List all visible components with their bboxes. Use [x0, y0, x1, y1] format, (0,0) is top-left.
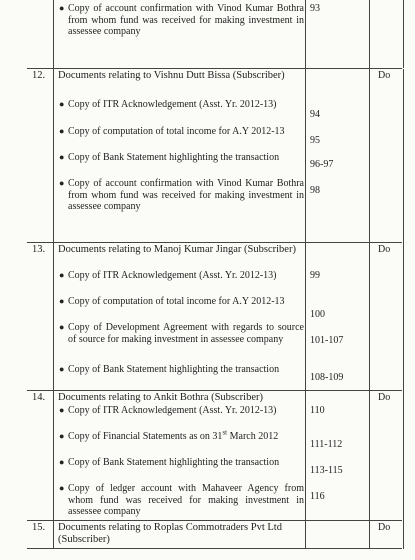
remark-text: Do [378, 392, 391, 403]
sn-cell [27, 0, 53, 68]
list-item: ● Copy of computation of total income for A.Y 2012-13 [59, 296, 285, 307]
page-cell [305, 243, 370, 391]
list-item: ● Copy of account confirmation with Vinod Kumar Bothra from whom fund was received for making investment in assessee company [59, 3, 304, 37]
row-heading: Documents relating to Manoj Kumar Jingar (Subscriber) [58, 244, 296, 255]
table-bottom-border [27, 548, 402, 549]
table-row [27, 520, 402, 549]
page-cell [305, 0, 370, 68]
bullet-icon: ● [59, 99, 65, 109]
remark-text: Do [378, 244, 391, 255]
list-item: ● Copy of Financial Statements as on 31st March 2012 [59, 428, 279, 442]
page-cell [305, 69, 370, 243]
row-heading: Documents relating to Vishnu Dutt Bissa (Subscriber) [58, 70, 285, 81]
bullet-icon: ● [59, 405, 65, 415]
serial-number: 15. [32, 522, 46, 533]
table-row [27, 0, 402, 68]
table-row [27, 242, 402, 391]
page-number: 98 [310, 185, 320, 196]
bullet-icon: ● [59, 126, 65, 136]
page-cell [305, 391, 370, 521]
bullet-icon: ● [59, 364, 65, 374]
serial-number: 14. [32, 392, 46, 403]
bullet-icon: ● [59, 483, 65, 493]
remark-cell [369, 391, 404, 521]
row-heading: Documents relating to Ankit Bothra (Subscriber) [58, 392, 264, 403]
description-cell [53, 69, 306, 243]
list-item: ● Copy of Bank Statement highlighting the transaction [59, 457, 280, 468]
page-number: 99 [310, 270, 320, 281]
page-number: 101-107 [310, 335, 344, 346]
remark-cell [369, 0, 404, 68]
bullet-icon: ● [59, 296, 65, 306]
list-item: ● Copy of ITR Acknowledgement (Asst. Yr. 2012-13) [59, 405, 277, 416]
page-number: 110 [310, 405, 325, 416]
bullet-icon: ● [59, 322, 65, 332]
list-item: ● Copy of Bank Statement highlighting the transaction [59, 152, 280, 163]
description-cell [53, 521, 306, 549]
bullet-icon: ● [59, 152, 65, 162]
bullet-icon: ● [59, 270, 65, 280]
list-item: ● Copy of ITR Acknowledgement (Asst. Yr. 2012-13) [59, 99, 277, 110]
page-cell [305, 521, 370, 549]
list-item: ● Copy of ledger account with Mahaveer Agency from whom fund was received for making investment in assessee company [59, 483, 304, 517]
page-number: 113-115 [310, 465, 343, 476]
page-number: 93 [310, 3, 320, 14]
bullet-icon: ● [59, 178, 65, 188]
bullet-icon: ● [59, 3, 65, 13]
list-item: ● Copy of Development Agreement with regards to source of source for making investment in assessee company [59, 322, 304, 345]
page-number: 95 [310, 135, 320, 146]
list-item: ● Copy of computation of total income for A.Y 2012-13 [59, 126, 285, 137]
page-number: 116 [310, 491, 325, 502]
remark-cell [369, 69, 404, 243]
page-number: 96-97 [310, 159, 334, 170]
description-cell [53, 0, 306, 68]
list-item: ● Copy of Bank Statement highlighting the transaction [59, 364, 280, 375]
description-cell [53, 391, 306, 521]
remark-text: Do [378, 70, 391, 81]
row-heading: Documents relating to Roplas Commotraders Pvt Ltd (Subscriber) [58, 522, 282, 545]
page-number: 100 [310, 309, 325, 320]
page-number: 94 [310, 109, 320, 120]
page-number: 108-109 [310, 372, 344, 383]
description-cell [53, 243, 306, 391]
page-number: 111-112 [310, 439, 343, 450]
remark-cell [369, 521, 404, 549]
bullet-icon: ● [59, 431, 65, 441]
table-row [27, 68, 402, 243]
serial-number: 13. [32, 244, 46, 255]
list-item: ● Copy of ITR Acknowledgement (Asst. Yr. 2012-13) [59, 270, 277, 281]
table-row [27, 390, 402, 521]
remark-text: Do [378, 522, 391, 533]
serial-number: 12. [32, 70, 46, 81]
bullet-icon: ● [59, 457, 65, 467]
list-item: ● Copy of account confirmation with Vinod Kumar Bothra from whom fund was received for making investment in assessee company [59, 178, 304, 212]
remark-cell [369, 243, 404, 391]
